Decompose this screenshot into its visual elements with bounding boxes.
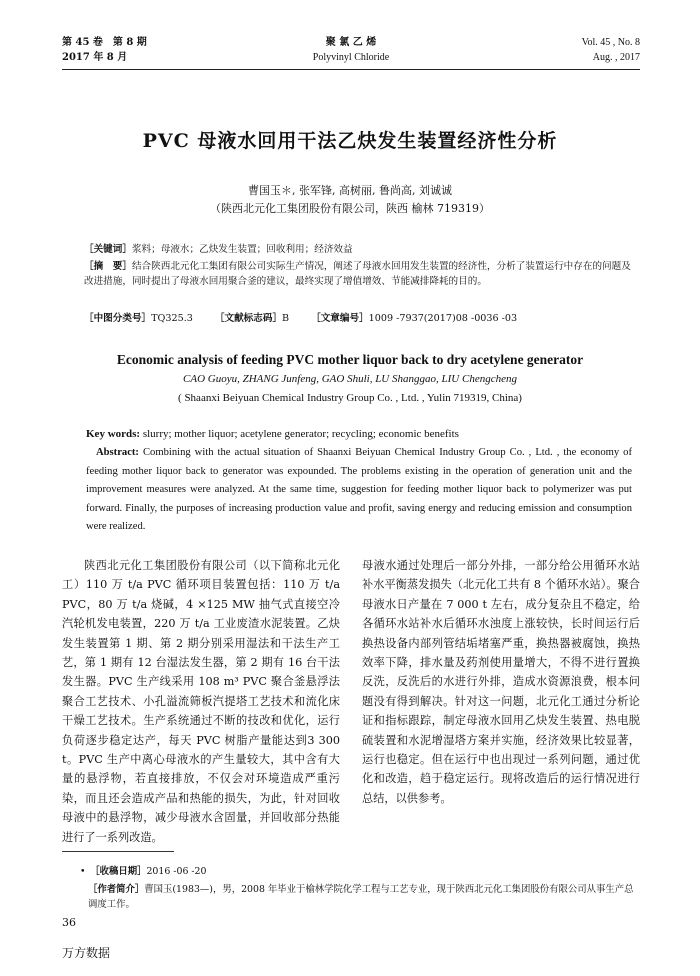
abstract-en-label: Abstract:: [96, 447, 139, 458]
header-date-en: Aug. , 2017: [592, 52, 640, 63]
authors-cn: 曹国玉＊, 张军锋, 高树丽, 鲁尚高, 刘诚诚: [248, 184, 452, 197]
header-journal-en: Polyvinyl Chloride: [312, 52, 390, 63]
abstract-en-text: Combining with the actual situation of Shaanxi Beiyuan Chemical Industry Group Co. , Ltd. , the economy of feeding mother liquor back to generator was expounded. The problems existing in the operation of generation unit and the improvement measures were analyzed. At the same time, suggestion for feeding mother liquor back to polymerizer was put forward. Finally, the purposes of increasing production value and profit, saving energy and reducing emission and consumption were realized.: [86, 447, 632, 532]
footnote-bullet: •: [80, 866, 95, 877]
classification-codes: [84, 312, 632, 327]
footnote-received: [80, 864, 658, 879]
clc-code: [84, 312, 193, 327]
paper-title-en: Economic analysis of feeding PVC mother liquor back to dry acetylene generator: [116, 352, 584, 367]
footnote-rule: [62, 851, 174, 852]
received-value: 2016 -06 -20: [146, 866, 207, 877]
art-label: ［文章编号］: [311, 313, 369, 324]
keywords-cn-text: 浆料；母液水；乙炔发生装置；回收利用；经济效益: [131, 244, 353, 255]
bio-label: ［作者简介］: [88, 884, 145, 895]
abstract-en: [86, 444, 632, 537]
running-header: [62, 35, 640, 71]
body-column-right: 母液水通过处理后一部分外排，一部分给公用循环水站补水平衡蒸发损失（北元化工共有 8 个循环水站）。聚合母液水日产量在 7 000 t 左右，成分复杂且不稳定，给各循环水站补水后循环水浊度上涨较快，长时间运行后换热设备内部列管结垢堵塞严重，换热器被腐蚀，换热效率下降，排水量及药剂使用量增大，不得不进行置换反洗，反洗后的水进行外排，造成水资源浪费，根本问题没有得到解决。针对这一问题，北元化工通过分析论证和指标跟踪，制定母液水回用乙炔发生装置、热电脱硫装置和水泥增湿塔方案并实施，经济效果比较显著，运行也稳定。但在运行中也出现过一系列问题，通过优化和改造，趋于稳定运行。现将改造后的运行情况进行总结，以供参考。: [362, 559, 640, 805]
keywords-cn-label: ［关键词］: [84, 244, 132, 255]
keywords-en-text: slurry; mother liquor; acetylene generator; recycling; economic benefits: [142, 428, 459, 440]
abstract-cn: [84, 260, 632, 289]
body-column-left: 陕西北元化工集团股份有限公司（以下简称北元化工）110 万 t/a PVC 循环项目装置包括：110 万 t/a PVC，80 万 t/a 烧碱，4 ×125 MW 抽气式直接空冷汽轮机发电装置，220 万 t/a 工业废渣水泥装置。乙炔发生装置第 1 期、第 2 期分别采用湿法和干法生产工艺，第 1 期有 12 台湿法发生器，第 2 期有 16 台干法发生器。PVC 生产线采用 108 m³ PVC 聚合釜悬浮法聚合工艺技术、小孔溢流筛板汽提塔工艺技术和流化床干燥工艺技术。生产系统通过不断的技改和优化，运行负荷逐步稳定达产，每天 PVC 树脂产量能达到3 300 t。PVC 生产中离心母液水的产生量较大，其中含有大量的悬浮物，若直接排放，不仅会对环境造成严重污染，而且还会造成产品和热能的损失，为此，针对回收母液中的悬浮物，减少母液水含固量，并回收部分热能进行了一系列改造。: [62, 559, 340, 844]
affiliation-en: ( Shaanxi Beiyuan Chemical Industry Group Co. , Ltd. , Yulin 719319, China): [178, 392, 522, 404]
doc-label: ［文献标志码］: [214, 313, 283, 324]
header-vol-en: Vol. 45 , No. 8: [581, 37, 640, 48]
paper-title-cn: PVC 母液水回用干法乙炔发生装置经济性分析: [142, 130, 558, 152]
watermark: 万方数据: [62, 946, 111, 960]
bio-text: 曹国玉(1983—)，男，2008 年毕业于榆林学院化学工程与工艺专业，现于陕西北元化工集团股份有限公司从事生产总调度工作。: [88, 884, 634, 910]
received-label: ［收稿日期］: [94, 866, 147, 877]
keywords-cn: [84, 243, 632, 258]
header-date-cn: 2017 年 8 月: [62, 52, 128, 63]
clc-value: TQ325.3: [151, 313, 193, 324]
abstract-cn-label: ［摘 要］: [84, 261, 132, 272]
article-number: [311, 312, 517, 327]
affiliation-cn: （陕西北元化工集团股份有限公司，陕西 榆林 719319）: [210, 202, 490, 215]
header-rule: [62, 69, 640, 70]
abstract-cn-text: 结合陕西北元化工集团有限公司实际生产情况，阐述了母液水回用发生装置的经济性，分析了装置运行中存在的问题及改进措施，同时提出了母液水回用聚合釜的建议，最终实现了增值增效、节能减排降耗的目的。: [84, 261, 631, 287]
doc-value: B: [282, 313, 290, 324]
header-issue-en: [582, 35, 640, 65]
doc-code: [215, 312, 289, 327]
header-journal: [62, 35, 640, 65]
art-value: 1009 -7937(2017)08 -0036 -03: [368, 313, 518, 324]
header-journal-cn: 聚 氯 乙 烯: [325, 37, 377, 48]
authors-en: CAO Guoyu, ZHANG Junfeng, GAO Shuli, LU Shanggao, LIU Chengcheng: [183, 373, 517, 385]
footnote-author-bio: [88, 882, 640, 912]
page-number: 36: [62, 916, 76, 929]
clc-label: ［中图分类号］: [84, 313, 152, 324]
keywords-en: [86, 428, 632, 440]
header-volume-issue: 第 45 卷 第 8 期: [62, 37, 147, 48]
keywords-en-label: Key words:: [86, 428, 141, 440]
